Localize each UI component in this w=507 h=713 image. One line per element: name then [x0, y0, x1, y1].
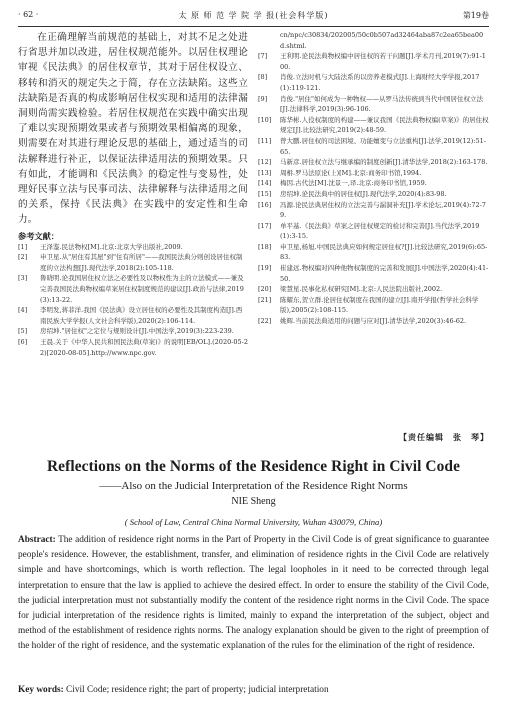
reference-item: [21] 陈耀东,贺立群.论居住权制度在我国的建立[J].南开学报(哲学社会科学版),2005(2):108-115.	[258, 295, 479, 315]
responsible-editor: 【责任编辑 张 琴】	[399, 432, 489, 442]
english-abstract	[18, 533, 489, 655]
english-keywords	[18, 683, 489, 697]
reference-continuation: cn/npc/c30834/202005/50c0b507ad32464aba87c2ea65bea00d.shtml.	[280, 31, 484, 50]
reference-item: [9] 肖俊."居住"如何成为一种物权——从罗马法传统到当代中国居住权立法[J].法律科学,2019(3):96-106.	[258, 94, 484, 114]
references-title: 参考文献：	[18, 230, 59, 241]
english-subtitle: ——Also on the Judicial Interpretation of the Residence Right Norms	[99, 480, 408, 492]
header-rule	[18, 26, 489, 27]
reference-item: [16] 冯源.论民法典居住权的立法完善与漏洞补充[J].学术论坛,2019(4):72-79.	[258, 200, 486, 220]
reference-item: [20] 梁慧星.民事化私权研究[M].北京:人民法院出版社,2002.	[258, 285, 443, 294]
english-title: Reflections on the Norms of the Residence Right in Civil Code	[46, 458, 461, 475]
reference-item: [8] 肖俊.立法时机与大陆法系的以房养老模式[J].上海财经大学学报,2017(1):119-121.	[258, 73, 480, 92]
page-header	[18, 10, 489, 24]
page-number: · 62 ·	[18, 10, 39, 19]
keywords-text: Civil Code; residence right; the part of property; judicial interpretation	[63, 685, 329, 695]
reference-item: [18] 申卫星,杨旭.中国民法典应如何规定居住权?[J].比较法研究,2019(6):65-83.	[258, 242, 488, 262]
abstract-label: Abstract:	[18, 535, 56, 545]
reference-item: [22] 姚辉.当前民法典适用的问题与应对[J].清华法学,2020(3):46-62.	[258, 317, 467, 326]
right-column	[258, 30, 489, 327]
journal-name: 太 原 师 范 学 院 学 报(社会科学版)	[178, 11, 329, 20]
reference-item: [7] 王利明.论民法典物权编中居住权的若干问题[J].学术月刊,2019(7):91-100.	[258, 52, 486, 71]
left-column	[18, 30, 248, 358]
reference-item: [11] 曾大鹏.居住权的司法困境、功能嬗变与立法重构[J].法学,2019(12):51-65.	[258, 136, 486, 156]
references-right-list	[258, 51, 489, 326]
reference-item: [19] 崔建远.物权编对四种他物权制度的完善和发展[J].中国法学,2020(4):41-50.	[258, 264, 489, 283]
keywords-label: Key words:	[18, 685, 64, 695]
references-left-list	[18, 242, 248, 359]
reference-item: [2] 申卫星.从"居住有其屋"到"住有所居"——我国民法典分则创设居住权制度的立法构想[J].现代法学,2018(2):105-118.	[18, 253, 243, 272]
reference-item: [12] 马新彦.居住权立法与继承编的制度创新[J].清华法学,2018(2):163-178.	[258, 158, 488, 167]
abstract-text: The addition of residence right norms in the Part of Property in the Civil Code is of great significance to guarantee people's residence. However, the establishment, transfer, and elimination of residence rights in the Civil Code are relatively simple and have shortcomings, which is worth reflection. The legal loopholes in it need to be corrected through legal interpretation to ensure that the law is applied to achieve the desired effect. In order to ensure the stability of the Civil Code, the judicial interpretation must not substantially modify the content of the residence right norms in the Civil Code. The space for judicial interpretation of the residence rights is limited, mainly to expand the interpretation of the subject, object and method of the establishment of residence rights norms. The analogy explanation should be given to the right of preemption of the holder of the right of residence, and the systematic explanation of the rules for the elimination of the right of residence.	[18, 535, 489, 652]
journal-volume: 第19卷	[462, 11, 489, 20]
reference-item: [15] 房绍坤.论民法典中的居住权[J].现代法学,2020(4):83-98.	[258, 189, 447, 198]
reference-item: [4] 李明发,蒋菲洋.我国《民法典》设立居住权的必要性及其制度构造[J].西南民族大学学报(人文社会科学版),2020(2):106-114.	[18, 306, 243, 325]
reference-item: [5] 房绍坤."居住权"之定位与规则设计[J].中国法学,2019(3):223-239.	[18, 327, 234, 336]
reference-item: [13] 周枏.罗马法原论(上)[M].北京:商务印书馆,1994.	[258, 168, 422, 177]
english-affiliation: ( School of Law, Central China Normal University, Wuhan 430079, China)	[124, 517, 383, 527]
reference-item: [14] 梅因.古代法[M].沈景一,译.北京:商务印书馆,1959.	[258, 179, 427, 188]
body-paragraph: 在正确理解当前规范的基础上，对其不足之处进行省思并加以改进，居住权规范能外。以居住权理论审视《民法典》的居住权章节，其对于居住权设立、移转和消灭的规定失之于简，存在立法缺陷。这些立法缺陷是否真的构成影响居住权实现和适用的法律漏洞则尚需实践检验。若居住权规范在实践中确实出现了难以实现预期效果或者与预期效果相偏离的现象，则需要在对其进行理论反思的基础上，通过适当的司法解释进行补正，以保证法律适用法的预期效果。只有如此，才能调和《民法典》的稳定性与变易性，处理好民事立法与民事司法、法律解释与法律适用之间的关系，保持《民法典》在实践中的安定性和生命力。	[18, 32, 248, 226]
english-author: NIE Sheng	[231, 496, 276, 507]
reference-item: [3] 鲁晓明.论我国居住权立法之必要性及以物权性为主的立法模式——兼及完善我国民法典物权编草案居住权制度规范的建议[J].政治与法律,2019(3):13-22.	[18, 274, 244, 304]
reference-item: [10] 陈华彬.人役权制度的构建——兼议我国《民法典物权编(草案)》的居住权规定[J].比较法研究,2019(2):48-59.	[258, 115, 489, 135]
reference-item: [1] 王泽鉴.民法物权[M].北京:北京大学出版社,2009.	[18, 242, 183, 251]
reference-item: [6] 王晨.关于《中华人民共和国民法典(草案)》的说明[EB/OL].(2020-05-22)[2020-08-05].http://www.npc.gov.	[18, 337, 249, 357]
reference-item: [17] 单平基.《民法典》草案之居住权规定的检讨和完善[J].当代法学,2019(1):3-15.	[258, 221, 480, 241]
